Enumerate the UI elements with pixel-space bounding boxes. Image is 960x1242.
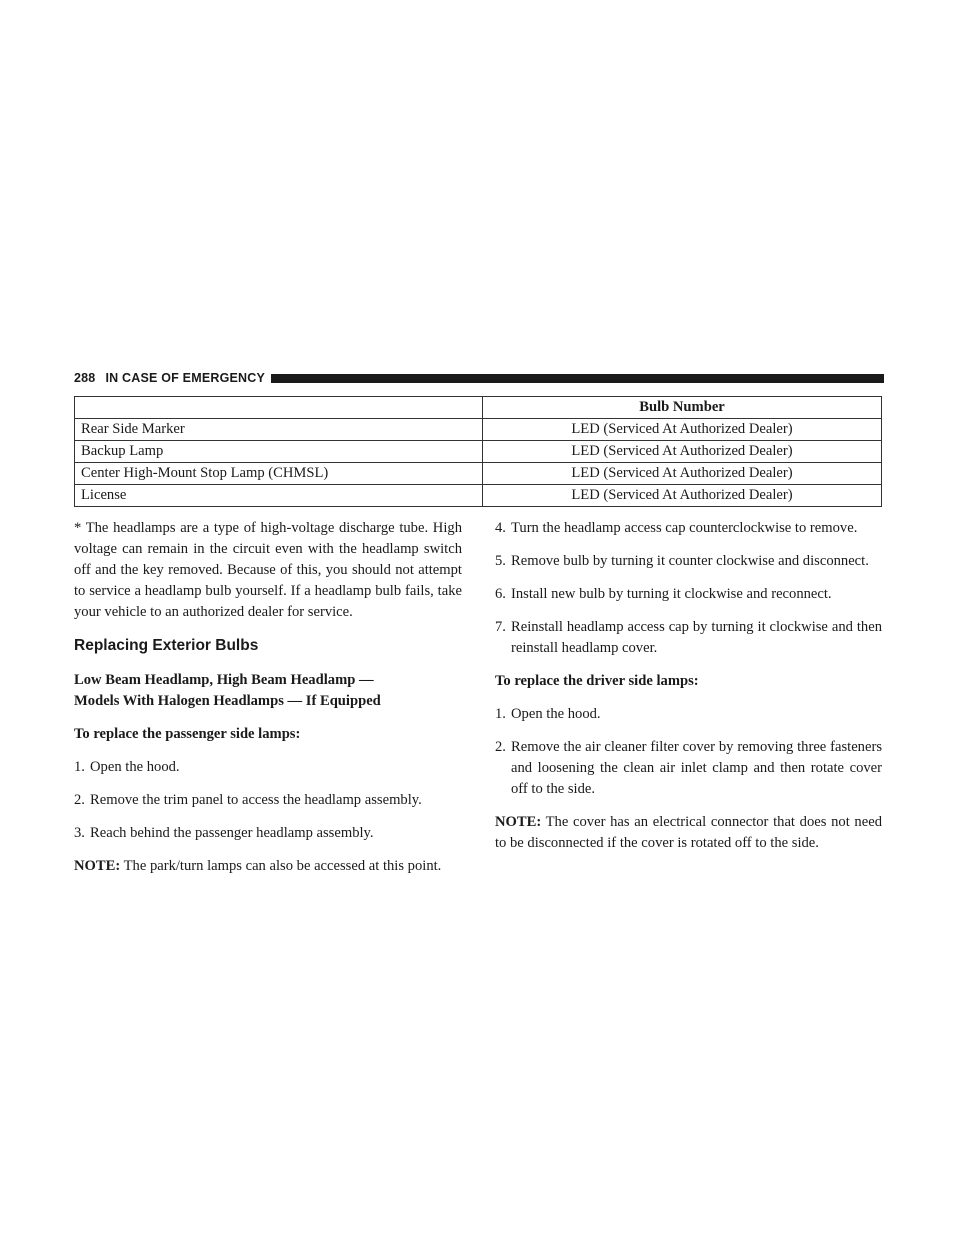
table-row	[75, 463, 882, 485]
step-text: Remove bulb by turning it counter clockwise and disconnect.	[511, 553, 869, 569]
page-number: 288	[74, 371, 96, 385]
step-text: Open the hood.	[90, 759, 180, 775]
list-item	[495, 737, 882, 800]
table-cell-lamp: Rear Side Marker	[75, 419, 483, 441]
table-header-bulb-number: Bulb Number	[483, 397, 882, 419]
note-label: NOTE:	[495, 814, 542, 830]
left-column	[74, 518, 462, 889]
step-text: Remove the air cleaner filter cover by removing three fasteners and loosening the clean air inlet clamp and then rotate cover off to the side.	[511, 739, 882, 797]
passenger-intro: To replace the passenger side lamps:	[74, 726, 301, 742]
step-number: 3.	[74, 825, 85, 841]
table-cell-bulb: LED (Serviced At Authorized Dealer)	[483, 441, 882, 463]
table-cell-lamp: Center High-Mount Stop Lamp (CHMSL)	[75, 463, 483, 485]
subsection-heading	[74, 670, 462, 712]
footnote: * The headlamps are a type of high-voltage discharge tube. High voltage can remain in the circuit even with the headlamp switch off and the key removed. Because of this, you should not attempt to service a headlamp bulb yourself. If a headlamp bulb fails, take your vehicle to an authorized dealer for service.	[74, 520, 462, 620]
step-text: Reinstall headlamp access cap by turning it clockwise and then reinstall headlamp cover.	[511, 619, 882, 656]
table-cell-lamp: Backup Lamp	[75, 441, 483, 463]
step-number: 7.	[495, 619, 506, 635]
step-number: 5.	[495, 553, 506, 569]
list-item	[495, 518, 882, 539]
list-item	[495, 704, 882, 725]
table-cell-lamp: License	[75, 485, 483, 507]
step-text: Open the hood.	[511, 706, 601, 722]
table-header-row	[75, 397, 882, 419]
table-row	[75, 485, 882, 507]
step-text: Install new bulb by turning it clockwise and reconnect.	[511, 586, 832, 602]
table-row	[75, 419, 882, 441]
section-heading: Replacing Exterior Bulbs	[74, 637, 259, 654]
bulb-table	[74, 396, 882, 507]
table-cell-bulb: LED (Serviced At Authorized Dealer)	[483, 485, 882, 507]
note	[495, 812, 882, 854]
table-header-empty	[75, 397, 483, 419]
note-text: The cover has an electrical connector that does not need to be disconnected if the cover is rotated off to the side.	[495, 814, 882, 851]
list-item	[495, 551, 882, 572]
list-item	[74, 790, 462, 811]
subsection-heading-line1: Low Beam Headlamp, High Beam Headlamp —	[74, 672, 374, 688]
note	[74, 856, 462, 877]
subsection-heading-line2: Models With Halogen Headlamps — If Equipped	[74, 693, 381, 709]
note-label: NOTE:	[74, 858, 121, 874]
list-item	[74, 757, 462, 778]
list-item	[74, 823, 462, 844]
step-number: 6.	[495, 586, 506, 602]
list-item	[495, 617, 882, 659]
table-row	[75, 441, 882, 463]
step-number: 2.	[74, 792, 85, 808]
step-number: 1.	[495, 706, 506, 722]
step-text: Remove the trim panel to access the headlamp assembly.	[90, 792, 422, 808]
step-number: 4.	[495, 520, 506, 536]
header-rule	[271, 374, 884, 383]
step-text: Reach behind the passenger headlamp assembly.	[90, 825, 374, 841]
driver-intro: To replace the driver side lamps:	[495, 673, 699, 689]
table-cell-bulb: LED (Serviced At Authorized Dealer)	[483, 463, 882, 485]
table-cell-bulb: LED (Serviced At Authorized Dealer)	[483, 419, 882, 441]
step-number: 2.	[495, 739, 506, 755]
right-column	[495, 518, 882, 866]
note-text: The park/turn lamps can also be accessed at this point.	[120, 858, 442, 874]
section-title: IN CASE OF EMERGENCY	[105, 371, 266, 385]
step-number: 1.	[74, 759, 85, 775]
step-text: Turn the headlamp access cap counterclockwise to remove.	[511, 520, 858, 536]
page-header	[74, 368, 884, 388]
list-item	[495, 584, 882, 605]
